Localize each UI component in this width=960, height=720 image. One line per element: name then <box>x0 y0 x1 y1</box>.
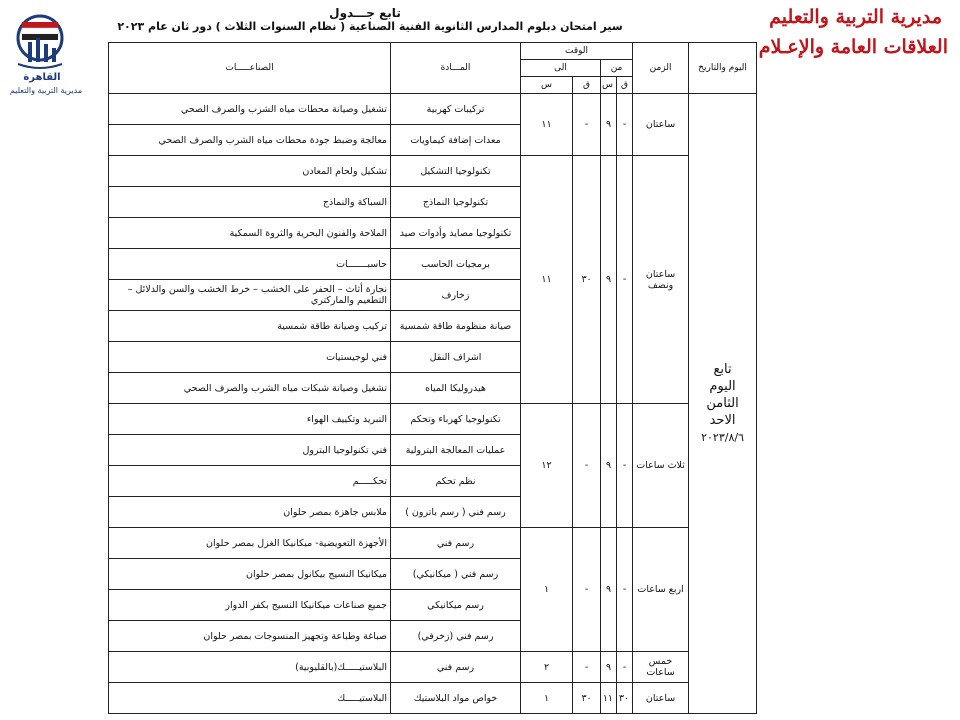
exam-schedule-table <box>108 42 757 714</box>
to-minute-cell: ٣٠ <box>573 683 601 714</box>
duration-cell: ثلاث ساعات <box>633 404 689 528</box>
subject-cell: رسم فني <box>391 528 521 559</box>
table-row <box>109 404 757 435</box>
industry-cell: صباغة وطباعة وتجهيز المنسوجات بمصر حلوان <box>109 621 391 652</box>
to-hour-cell: ١١ <box>521 156 573 404</box>
industry-cell: ميكانيكا النسيج بيكانول بمصر حلوان <box>109 559 391 590</box>
subject-cell: اشراف النقل <box>391 342 521 373</box>
industry-cell: البلاستيـــــك <box>109 683 391 714</box>
organization-department: العلاقات العامة والإعـلام <box>758 36 948 58</box>
duration-cell: ساعتان ونصف <box>633 156 689 404</box>
to-hour-cell: ٢ <box>521 652 573 683</box>
day-line-2: اليوم <box>709 379 736 394</box>
subject-cell: صيانة منظومة طاقة شمسية <box>391 311 521 342</box>
subject-cell: تكنولوجيا التشكيل <box>391 156 521 187</box>
subject-cell: خواص مواد البلاستيك <box>391 683 521 714</box>
document-subtitle: سير امتحان دبلوم المدارس الثانوية الفنية الصناعية ( نظام السنوات الثلاث ) دور ثان عام ٢٠٢٣ <box>117 20 623 33</box>
subject-cell: رسم فني ( رسم باترون ) <box>391 497 521 528</box>
to-hour-cell: ١١ <box>521 94 573 156</box>
header-to-hour: س <box>521 77 573 94</box>
industry-cell: الأجهزة التعويضية- ميكانيكا الغزل بمصر حلوان <box>109 528 391 559</box>
duration-cell: ساعتان <box>633 94 689 156</box>
header-day-date: اليوم والتاريخ <box>689 43 757 94</box>
industry-cell: تشغيل وصيانة محطات مياه الشرب والصرف الصحي <box>109 94 391 125</box>
duration-cell: ساعتان <box>633 683 689 714</box>
to-minute-cell: ٣٠ <box>573 156 601 404</box>
industry-cell: فني لوجيستيات <box>109 342 391 373</box>
industry-cell: تحكـــــم <box>109 466 391 497</box>
industry-cell: تشغيل وصيانة شبكات مياه الشرب والصرف الصحي <box>109 373 391 404</box>
header-from-hour: س <box>601 77 617 94</box>
logo-title: القاهرة <box>23 72 61 83</box>
subject-cell: معدات إضافة كيماويات <box>391 125 521 156</box>
to-minute-cell: - <box>573 652 601 683</box>
logo-subtitle: مديرية التربية والتعليم <box>9 86 83 95</box>
day-line-4: الاحد <box>709 413 736 428</box>
from-hour-cell: ١١ <box>601 683 617 714</box>
to-hour-cell: ١ <box>521 683 573 714</box>
from-hour-cell: ٩ <box>601 652 617 683</box>
subject-cell: برمجيات الحاسب <box>391 249 521 280</box>
table-row <box>109 528 757 559</box>
subject-cell: زخارف <box>391 280 521 311</box>
header-to-minute: ق <box>573 77 601 94</box>
industry-cell: معالجة وضبط جودة محطات مياه الشرب والصرف الصحي <box>109 125 391 156</box>
cairo-logo-icon <box>8 8 72 98</box>
table-row <box>109 683 757 714</box>
industry-cell: الملاحة والفنون البحرية والثروة السمكية <box>109 218 391 249</box>
subject-cell: رسم فني ( ميكانيكي) <box>391 559 521 590</box>
from-minute-cell: - <box>617 156 633 404</box>
header-subject: المـــادة <box>391 43 521 94</box>
to-minute-cell: - <box>573 404 601 528</box>
subject-cell: نظم تحكم <box>391 466 521 497</box>
subject-cell: رسم فني <box>391 652 521 683</box>
header-from: من <box>601 60 633 77</box>
exam-schedule-table-wrapper <box>108 42 756 720</box>
subject-cell: تكنولوجيا كهرباء وتحكم <box>391 404 521 435</box>
day-date-cell <box>689 94 757 714</box>
from-hour-cell: ٩ <box>601 156 617 404</box>
industry-cell: ملابس جاهزة بمصر حلوان <box>109 497 391 528</box>
from-minute-cell: - <box>617 528 633 652</box>
subject-cell: عمليات المعالجة البترولية <box>391 435 521 466</box>
industry-cell: حاسبـــــــات <box>109 249 391 280</box>
subject-cell: هيدروليكا المياه <box>391 373 521 404</box>
subject-cell: رسم فني (زخرفي) <box>391 621 521 652</box>
from-minute-cell: ٣٠ <box>617 683 633 714</box>
industry-cell: السباكة والنماذج <box>109 187 391 218</box>
industry-cell: تركيب وصيانة طاقة شمسية <box>109 311 391 342</box>
to-minute-cell: - <box>573 94 601 156</box>
header-to: الى <box>521 60 601 77</box>
header-from-minute: ق <box>617 77 633 94</box>
header-industries: الصناعـــــات <box>109 43 391 94</box>
day-line-3: الثامن <box>706 396 739 411</box>
from-minute-cell: - <box>617 404 633 528</box>
organization-name: مديرية التربية والتعليم <box>769 6 942 28</box>
industry-cell: البلاستيـــــك(بالقليوبية) <box>109 652 391 683</box>
duration-cell: اربع ساعات <box>633 528 689 652</box>
to-hour-cell: ١٢ <box>521 404 573 528</box>
industry-cell: فني تكنولوجيا البترول <box>109 435 391 466</box>
industry-cell: التبريد وتكييف الهواء <box>109 404 391 435</box>
from-hour-cell: ٩ <box>601 94 617 156</box>
table-row <box>109 94 757 125</box>
to-hour-cell: ١ <box>521 528 573 652</box>
header-time: الوقت <box>521 43 633 60</box>
from-minute-cell: - <box>617 652 633 683</box>
document-title: تابع جـــدول <box>329 6 401 20</box>
table-row <box>109 652 757 683</box>
from-hour-cell: ٩ <box>601 528 617 652</box>
header-duration: الزمن <box>633 43 689 94</box>
industry-cell: تشكيل ولحام المعادن <box>109 156 391 187</box>
day-line-1: تابع <box>713 362 732 377</box>
subject-cell: تركيبات كهربية <box>391 94 521 125</box>
industry-cell: نجارة أثاث – الحفر على الخشب – خرط الخشب والسن والدلائل – التطعيم والماركتري <box>109 280 391 311</box>
from-minute-cell: - <box>617 94 633 156</box>
day-line-5: ٢٠٢٣/٨/٦ <box>701 431 744 444</box>
to-minute-cell: - <box>573 528 601 652</box>
industry-cell: جميع صناعات ميكانيكا النسيج بكفر الدوار <box>109 590 391 621</box>
header-row-1 <box>109 43 757 60</box>
subject-cell: تكنولوجيا مصايد وأدوات صيد <box>391 218 521 249</box>
subject-cell: تكنولوجيا النماذج <box>391 187 521 218</box>
from-hour-cell: ٩ <box>601 404 617 528</box>
table-row <box>109 156 757 187</box>
subject-cell: رسم ميكانيكي <box>391 590 521 621</box>
duration-cell: خمس ساعات <box>633 652 689 683</box>
